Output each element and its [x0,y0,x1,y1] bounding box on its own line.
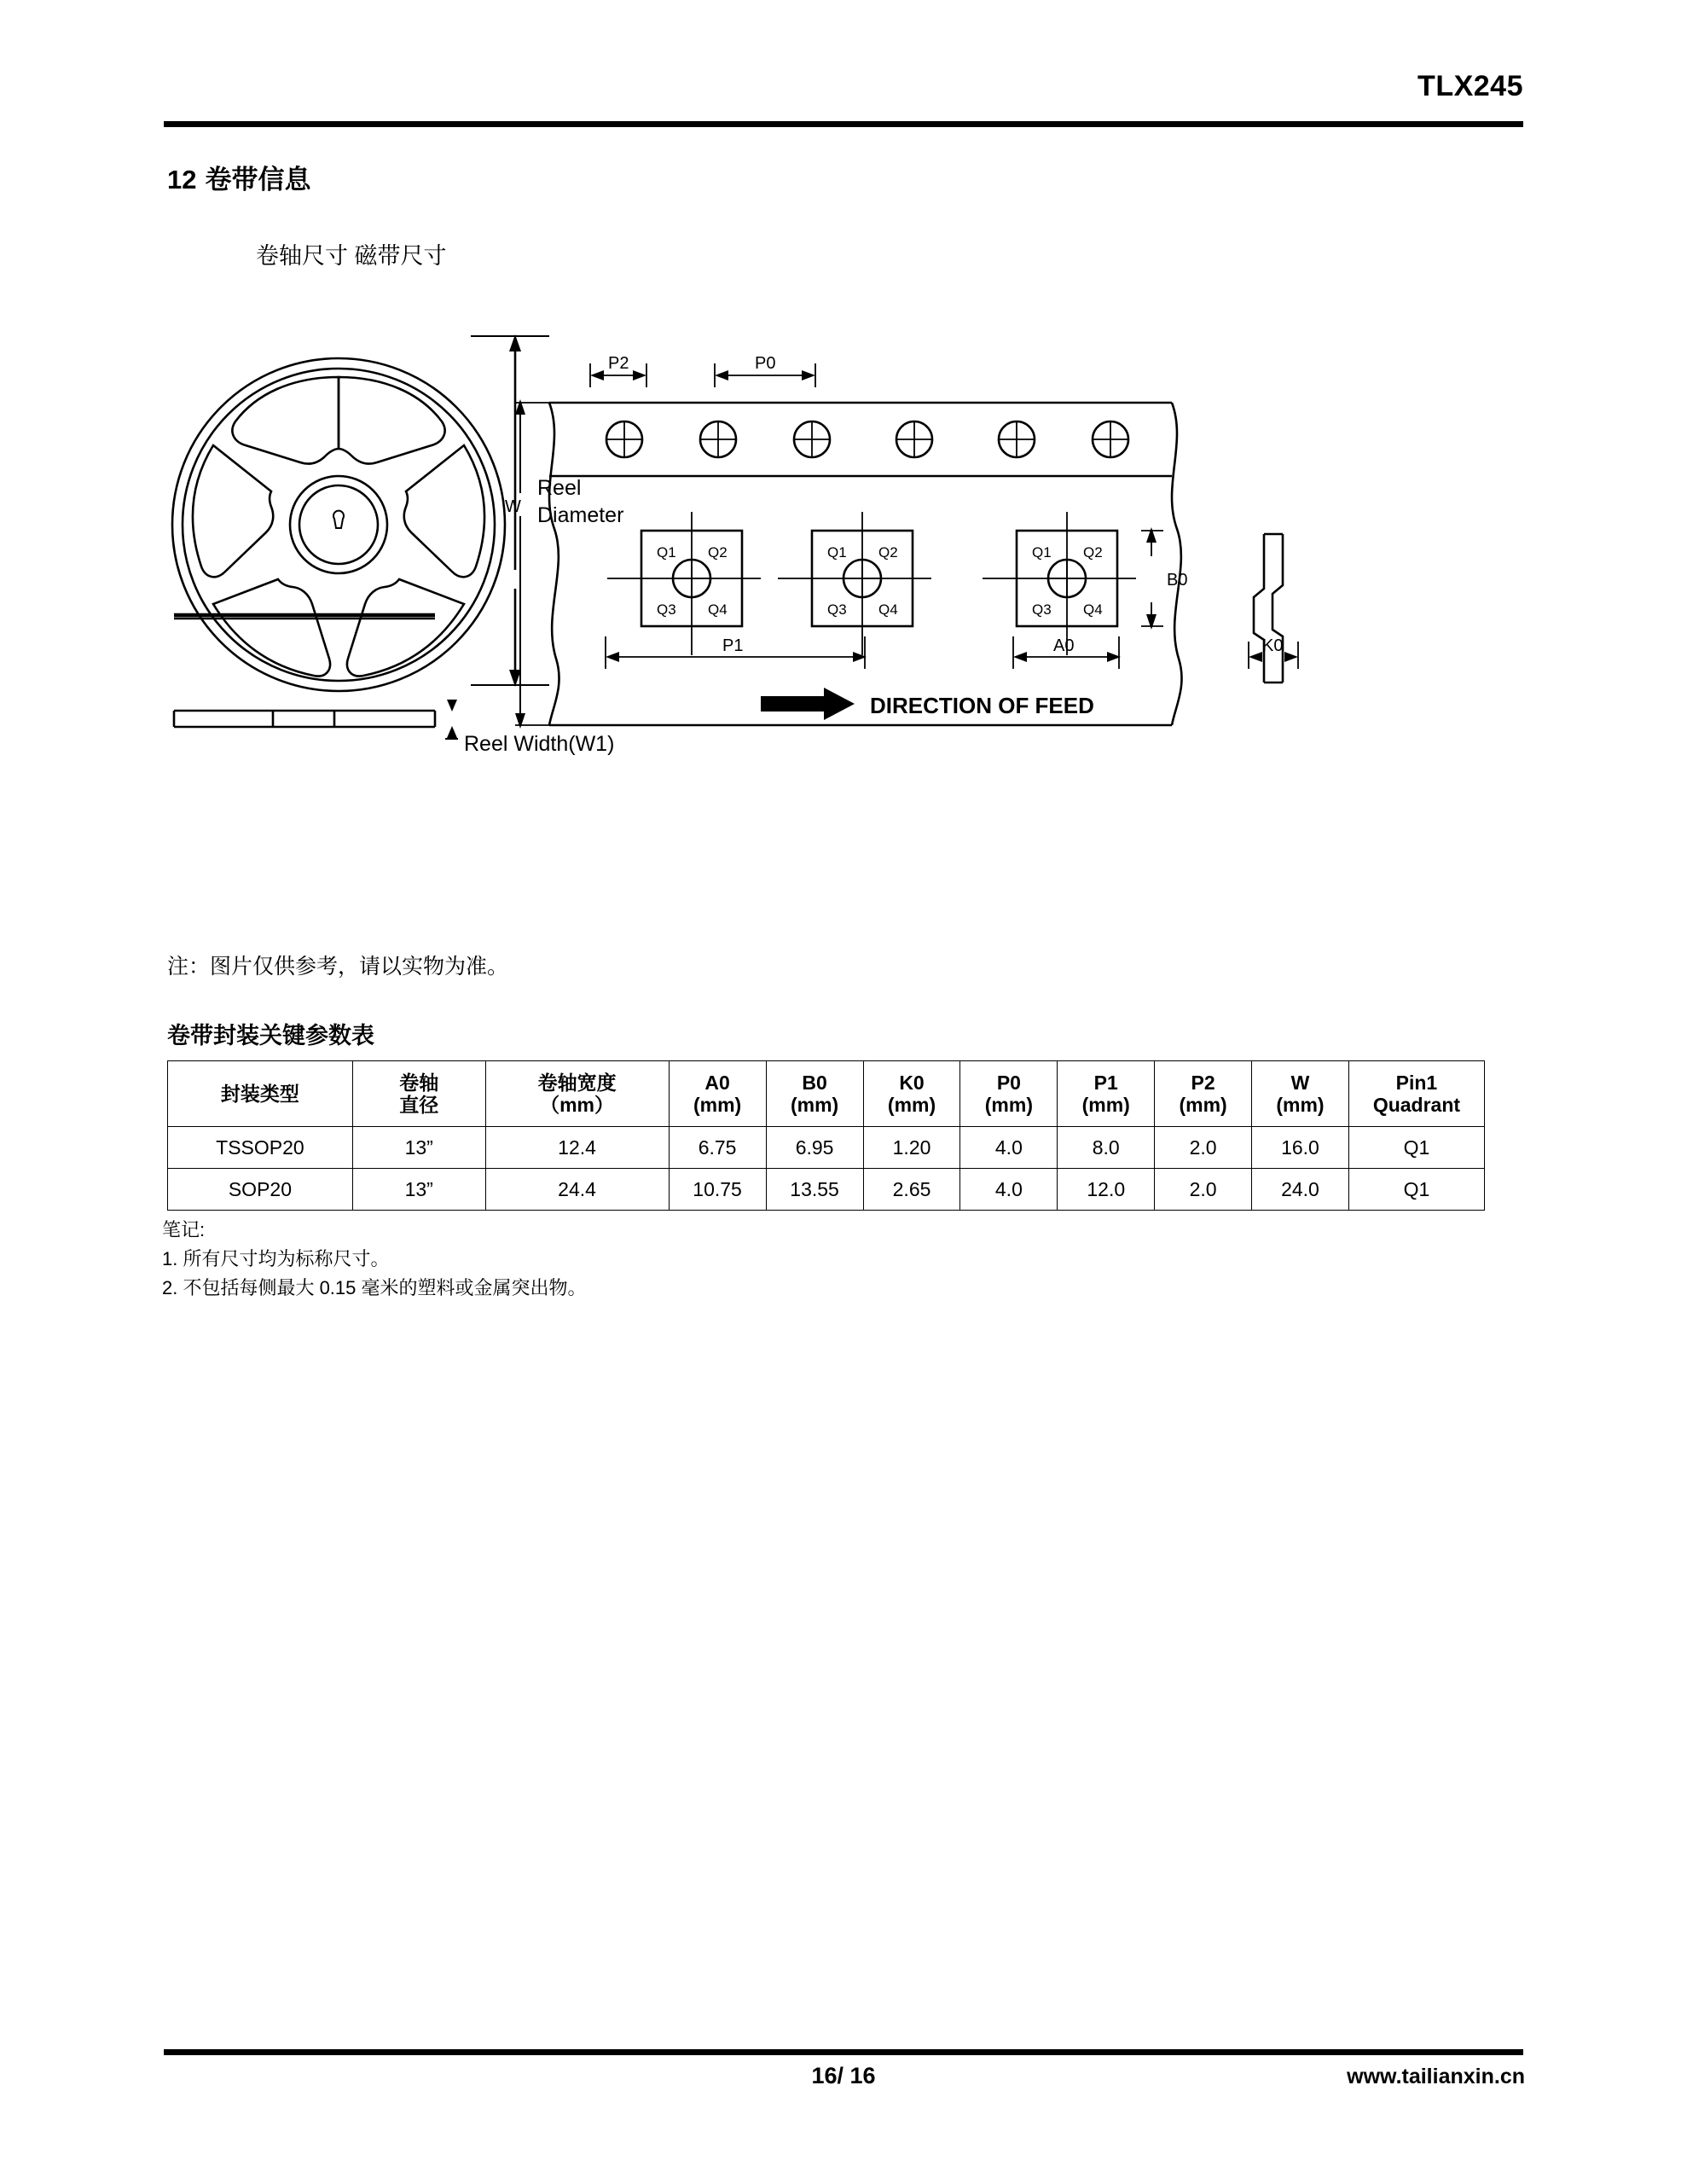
section-number: 12 [167,165,197,195]
dimension-label-b0: B0 [1167,571,1188,590]
reel-width-label: Reel Width(W1) [464,732,615,756]
direction-of-feed-label: DIRECTION OF FEED [870,693,1094,718]
quadrant-label-q2: Q2 [878,544,898,561]
dimension-label-w: W [505,497,521,516]
cell-p1: 8.0 [1058,1127,1155,1169]
cell-b0: 13.55 [766,1169,863,1211]
table-header-pin1-quadrant: Pin1 Quadrant [1348,1061,1484,1127]
quadrant-label-q3: Q3 [827,601,847,618]
table-header-b0: B0 (mm) [766,1061,863,1127]
cell-package: TSSOP20 [168,1127,353,1169]
tape-drawing [549,403,1182,725]
note-item: 1. 所有尺寸均为标称尺寸。 [162,1248,390,1270]
reel-flat-side-view [174,711,435,727]
note-item: 2. 不包括每侧最大 0.15 毫米的塑料或金属突出物。 [162,1277,587,1299]
cell-reel-width: 12.4 [485,1127,669,1169]
page-title [167,158,310,196]
cell-a0: 10.75 [669,1169,766,1211]
header-part-number: TLX245 [1417,70,1523,102]
cell-p2: 2.0 [1155,1127,1252,1169]
quadrant-label-q2: Q2 [1083,544,1103,561]
dimension-label-p1: P1 [722,636,744,655]
cell-p0: 4.0 [960,1169,1058,1211]
cell-pin1-quadrant: Q1 [1348,1169,1484,1211]
reel-and-tape-figure [164,333,1528,904]
cell-w: 16.0 [1252,1127,1349,1169]
notes-block [162,1216,587,1303]
table-header-row [168,1061,1485,1127]
direction-of-feed-arrow [761,688,855,720]
quadrant-label-q3: Q3 [657,601,676,618]
table-header-a0: A0 (mm) [669,1061,766,1127]
figure-note: 注：图片仅供参考，请以实物为准。 [167,955,509,979]
cell-pin1-quadrant: Q1 [1348,1127,1484,1169]
header-divider [164,121,1523,127]
table-header-p2: P2 (mm) [1155,1061,1252,1127]
cell-k0: 1.20 [863,1127,960,1169]
quadrant-label-q4: Q4 [1083,601,1103,618]
quadrant-label-q4: Q4 [708,601,728,618]
table-caption: 卷带封装关键参数表 [167,1023,374,1048]
cell-w: 24.0 [1252,1169,1349,1211]
table-header-k0: K0 (mm) [863,1061,960,1127]
notes-title: 笔记: [162,1219,206,1240]
cell-reel-width: 24.4 [485,1169,669,1211]
section-title: 卷带信息 [205,165,311,195]
reel-drawing [172,358,505,691]
cell-p1: 12.0 [1058,1169,1155,1211]
tape-and-reel-parameter-table [167,1060,1485,1211]
dimension-label-p0: P0 [755,354,776,373]
quadrant-label-q1: Q1 [657,544,676,561]
figure-svg [164,333,1528,904]
cell-p2: 2.0 [1155,1169,1252,1211]
dimension-label-a0: A0 [1053,636,1075,655]
component-pockets [607,512,1136,655]
section-subtitle: 卷轴尺寸 磁带尺寸 [256,243,447,269]
quadrant-label-q4: Q4 [878,601,898,618]
cell-a0: 6.75 [669,1127,766,1169]
sprocket-holes [606,421,1128,457]
dimension-label-p2: P2 [608,354,629,373]
reel-diameter-label-line1: Reel [537,476,582,500]
cell-p0: 4.0 [960,1127,1058,1169]
cell-reel-diameter: 13” [352,1169,485,1211]
footer-divider [164,2049,1523,2055]
dimension-label-k0: K0 [1262,636,1284,655]
table-header-package: 封装类型 [168,1061,353,1127]
table-row [168,1169,1485,1211]
table-header-reel-width: 卷轴宽度 （mm） [485,1061,669,1127]
cell-package: SOP20 [168,1169,353,1211]
cell-b0: 6.95 [766,1127,863,1169]
table-row [168,1127,1485,1169]
footer-page-number: 16/ 16 [811,2063,876,2088]
quadrant-label-q1: Q1 [1032,544,1052,561]
cell-k0: 2.65 [863,1169,960,1211]
table-header-p0: P0 (mm) [960,1061,1058,1127]
table-header-w: W (mm) [1252,1061,1349,1127]
quadrant-label-q3: Q3 [1032,601,1052,618]
quadrant-label-q2: Q2 [708,544,728,561]
table-header-reel-diameter: 卷轴 直径 [352,1061,485,1127]
table-header-p1: P1 (mm) [1058,1061,1155,1127]
footer-website: www.tailianxin.cn [1347,2065,1525,2088]
reel-diameter-label-line2: Diameter [537,503,624,527]
cell-reel-diameter: 13” [352,1127,485,1169]
quadrant-label-q1: Q1 [827,544,847,561]
